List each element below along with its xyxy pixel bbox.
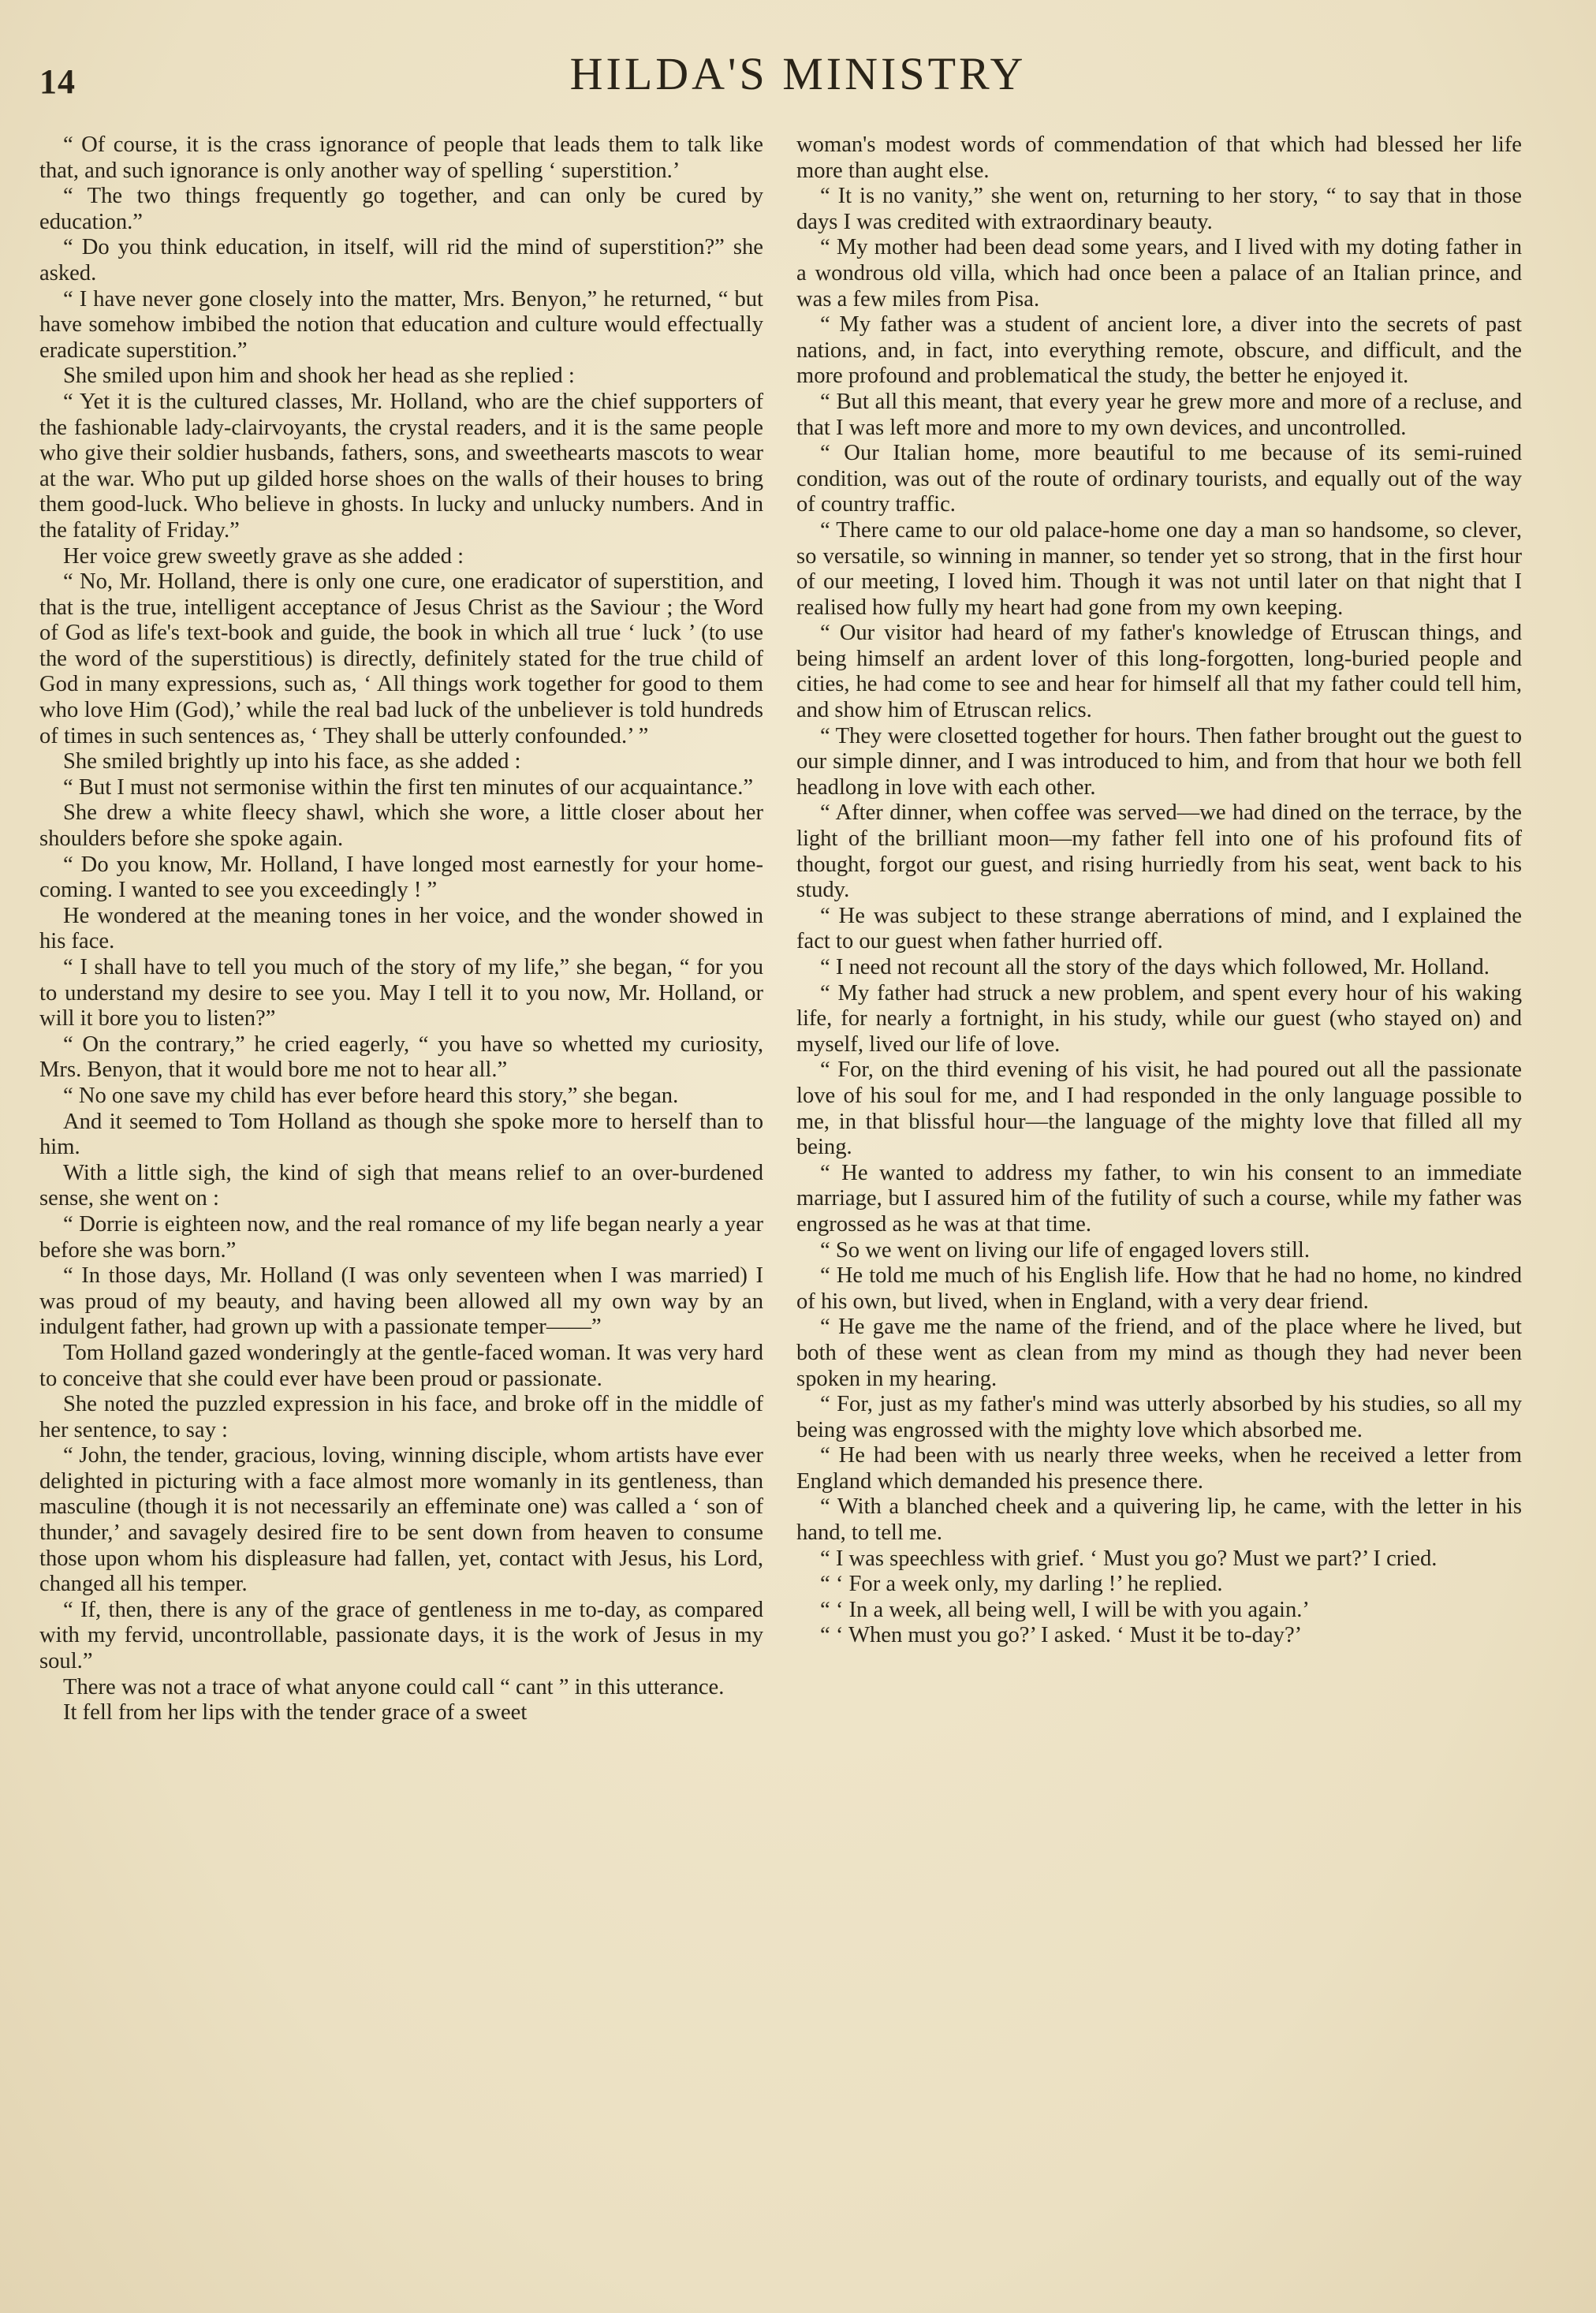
paragraph: “ I shall have to tell you much of the story of my life,” she began, “ for you to understand my desire to see you. May I tell it to you now, Mr. Holland, or will it bore you to listen?”	[39, 955, 763, 1032]
paragraph: “ He had been with us nearly three weeks, when he received a letter from England which demanded his presence there.	[796, 1443, 1522, 1494]
paragraph: “ In those days, Mr. Holland (I was only seventeen when I was married) I was proud of my beauty, and having been allowed all my own way by an indulgent father, had grown up with a passionate temper——”	[39, 1263, 763, 1340]
paragraph: “ He wanted to address my father, to win his consent to an immediate marriage, but I assured him of the futility of such a course, while my father was engrossed as he was at that time.	[796, 1160, 1522, 1237]
paragraph: “ On the contrary,” he cried eagerly, “ you have so whetted my curiosity, Mrs. Benyon, that it would bore me not to hear all.”	[39, 1032, 763, 1083]
paragraph: She smiled brightly up into his face, as she added :	[63, 749, 521, 774]
paragraph: “ No, Mr. Holland, there is only one cure, one eradicator of superstition, and that is the true, intelligent acceptance of Jesus Christ as the Saviour ; the Word of God as life's text-book and guide, the book in which all true ‘ luck ’ (to use the word of the superstitious) is directly, definitely stated for the true child of God in many expressions, such as, ‘ All things work together for good to them who love Him (God),’ while the real bad luck of the unbeliever is told hundreds of times in such sentences as, ‘ They shall be utterly confounded.’ ”	[39, 569, 763, 748]
paragraph: And it seemed to Tom Holland as though she spoke more to herself than to him.	[39, 1109, 763, 1160]
paragraph: “ I was speechless with grief. ‘ Must you go? Must we part?’ I cried.	[820, 1546, 1438, 1571]
paragraph: “ Dorrie is eighteen now, and the real romance of my life began nearly a year before she was born.”	[39, 1211, 763, 1263]
paragraph: “ My father had struck a new problem, and spent every hour of his waking life, for nearly a fortnight, in his study, while our guest (who stayed on) and myself, lived our life of love.	[796, 980, 1522, 1057]
paragraph: She smiled upon him and shook her head as she replied :	[63, 364, 575, 389]
paragraph: “ My father was a student of ancient lore, a diver into the secrets of past nations, and, in fact, into everything remote, obscure, and difficult, and the more profound and problematical the study, the better he enjoyed it.	[796, 312, 1522, 389]
paragraph: “ For, just as my father's mind was utterly absorbed by his studies, so all my being was engrossed with the mighty love which absorbed me.	[796, 1392, 1522, 1442]
paragraph: With a little sigh, the kind of sigh that means relief to an over-burdened sense, she went on :	[39, 1160, 763, 1211]
paragraph: “ I need not recount all the story of the days which followed, Mr. Holland.	[820, 955, 1490, 979]
paragraph: “ ‘ For a week only, my darling !’ he replied.	[820, 1572, 1223, 1597]
paragraph: “ There came to our old palace-home one day a man so handsome, so clever, so versatile, so winning in manner, so tender yet so strong, that in the first hour of our meeting, I loved him. Though it was not until later on that night that I realised how fully my heart had gone from my own keeping.	[796, 517, 1522, 620]
paragraph: “ Do you know, Mr. Holland, I have longed most earnestly for your home-coming. I wanted to see you exceedingly ! ”	[39, 852, 763, 903]
paragraph: “ They were closetted together for hours. Then father brought out the guest to our simple dinner, and I was introduced to him, and from that hour we both fell headlong in love with each other.	[796, 723, 1522, 800]
paragraph: “ My mother had been dead some years, and I lived with my doting father in a wondrous old villa, which had once been a palace of an Italian prince, and was a few miles from Pisa.	[796, 235, 1522, 312]
paragraph: Her voice grew sweetly grave as she added :	[63, 543, 464, 569]
paragraph: “ But all this meant, that every year he grew more and more of a recluse, and that I was left more and more to my own devices, and uncontrolled.	[796, 389, 1522, 440]
paragraph: “ He gave me the name of the friend, and of the place where he lived, but both of these went as clean from my mind as though they had never been spoken in my hearing.	[796, 1315, 1522, 1391]
paragraph: “ After dinner, when coffee was served—we had dined on the terrace, by the light of the brilliant moon—my father fell into one of his profound fits of thought, forgot our guest, and rising hurriedly from his seat, went back to his study.	[796, 800, 1522, 903]
paragraph: “ John, the tender, gracious, loving, winning disciple, whom artists have ever delighted in picturing with a face almost more womanly in its gentleness, than masculine (though it is not necessarily an effeminate one) was called a ‘ son of thunder,’ and savagely desired fire to be sent down from heaven to consume those upon whom his displeasure had fallen, yet, contact with Jesus, his Lord, changed all his temper.	[39, 1443, 763, 1597]
paragraph: “ But I must not sermonise within the first ten minutes of our acquaintance.”	[63, 774, 754, 800]
paragraph: “ Yet it is the cultured classes, Mr. Holland, who are the chief supporters of the fashionable lady-clairvoyants, the crystal readers, and it is the same people who give their soldier husbands, fathers, sons, and sweethearts mascots to wear at the war. Who put up gilded horse shoes on the walls of their houses to bring them good-luck. Who believe in ghosts. In lucky and unlucky numbers. And in the fatality of Friday.”	[39, 389, 763, 543]
paragraph: “ Our visitor had heard of my father's knowledge of Etruscan things, and being himself an ardent lover of this long-forgotten, long-buried people and cities, he had come to see and hear for himself all that my father could tell him, and show him of Etruscan relics.	[796, 621, 1522, 723]
right-column	[796, 132, 1522, 1649]
paragraph: There was not a trace of what anyone could call “ cant ” in this utterance.	[63, 1674, 725, 1699]
paragraph: She drew a white fleecy shawl, which she wore, a little closer about her shoulders before she spoke again.	[39, 800, 763, 852]
paragraph: “ He told me much of his English life. How that he had no home, no kindred of his own, but lived, when in England, with a very dear friend.	[796, 1263, 1522, 1314]
paragraph: “ For, on the third evening of his visit, he had poured out all the passionate love of his soul for me, and I had responded in the only language possible to me, in that blissful hour—the language of the mighty love that filled all my being.	[796, 1058, 1522, 1160]
left-column	[39, 132, 763, 1726]
paragraph: “ ‘ When must you go?’ I asked. ‘ Must it be to-day?’	[820, 1623, 1303, 1648]
paragraph: She noted the puzzled expression in his face, and broke off in the middle of her sentence, to say :	[39, 1392, 763, 1442]
paragraph: “ It is no vanity,” she went on, returning to her story, “ to say that in those days I was credited with extraordinary beauty.	[796, 184, 1522, 234]
paragraph: He wondered at the meaning tones in her voice, and the wonder showed in his face.	[39, 903, 763, 954]
paragraph: It fell from her lips with the tender grace of a sweet	[63, 1700, 528, 1725]
paragraph: “ Do you think education, in itself, will rid the mind of superstition?” she asked.	[39, 235, 763, 285]
paragraph: “ So we went on living our life of engaged lovers still.	[820, 1237, 1310, 1263]
paragraph: “ With a blanched cheek and a quivering lip, he came, with the letter in his hand, to tell me.	[796, 1494, 1522, 1546]
paragraph: “ Of course, it is the crass ignorance of people that leads them to talk like that, and such ignorance is only another way of spelling ‘ superstition.’	[39, 132, 763, 183]
paragraph: “ No one save my child has ever before heard this story,” she began.	[63, 1083, 679, 1108]
paragraph: “ The two things frequently go together, and can only be cured by education.”	[39, 184, 763, 234]
page-number: 14	[39, 62, 76, 101]
paragraph: woman's modest words of commendation of that which had blessed her life more than aught else.	[796, 132, 1522, 183]
running-head-title: HILDA'S MINISTRY	[569, 48, 1027, 99]
paragraph: Tom Holland gazed wonderingly at the gentle-faced woman. It was very hard to conceive that she could ever have been proud or passionate.	[39, 1340, 763, 1391]
paragraph: “ He was subject to these strange aberrations of mind, and I explained the fact to our guest when father hurried off.	[796, 903, 1522, 954]
paragraph: “ ‘ In a week, all being well, I will be with you again.’	[820, 1597, 1310, 1622]
paragraph: “ Our Italian home, more beautiful to me because of its semi-ruined condition, was out of the route of ordinary tourists, and equally out of the way of country traffic.	[796, 441, 1522, 517]
paragraph: “ I have never gone closely into the matter, Mrs. Benyon,” he returned, “ but have somehow imbibed the notion that education and culture would effectually eradicate superstition.”	[39, 286, 763, 363]
paragraph: “ If, then, there is any of the grace of gentleness in me to-day, as compared with my fervid, uncontrollable, passionate days, it is the work of Jesus in my soul.”	[39, 1597, 763, 1674]
